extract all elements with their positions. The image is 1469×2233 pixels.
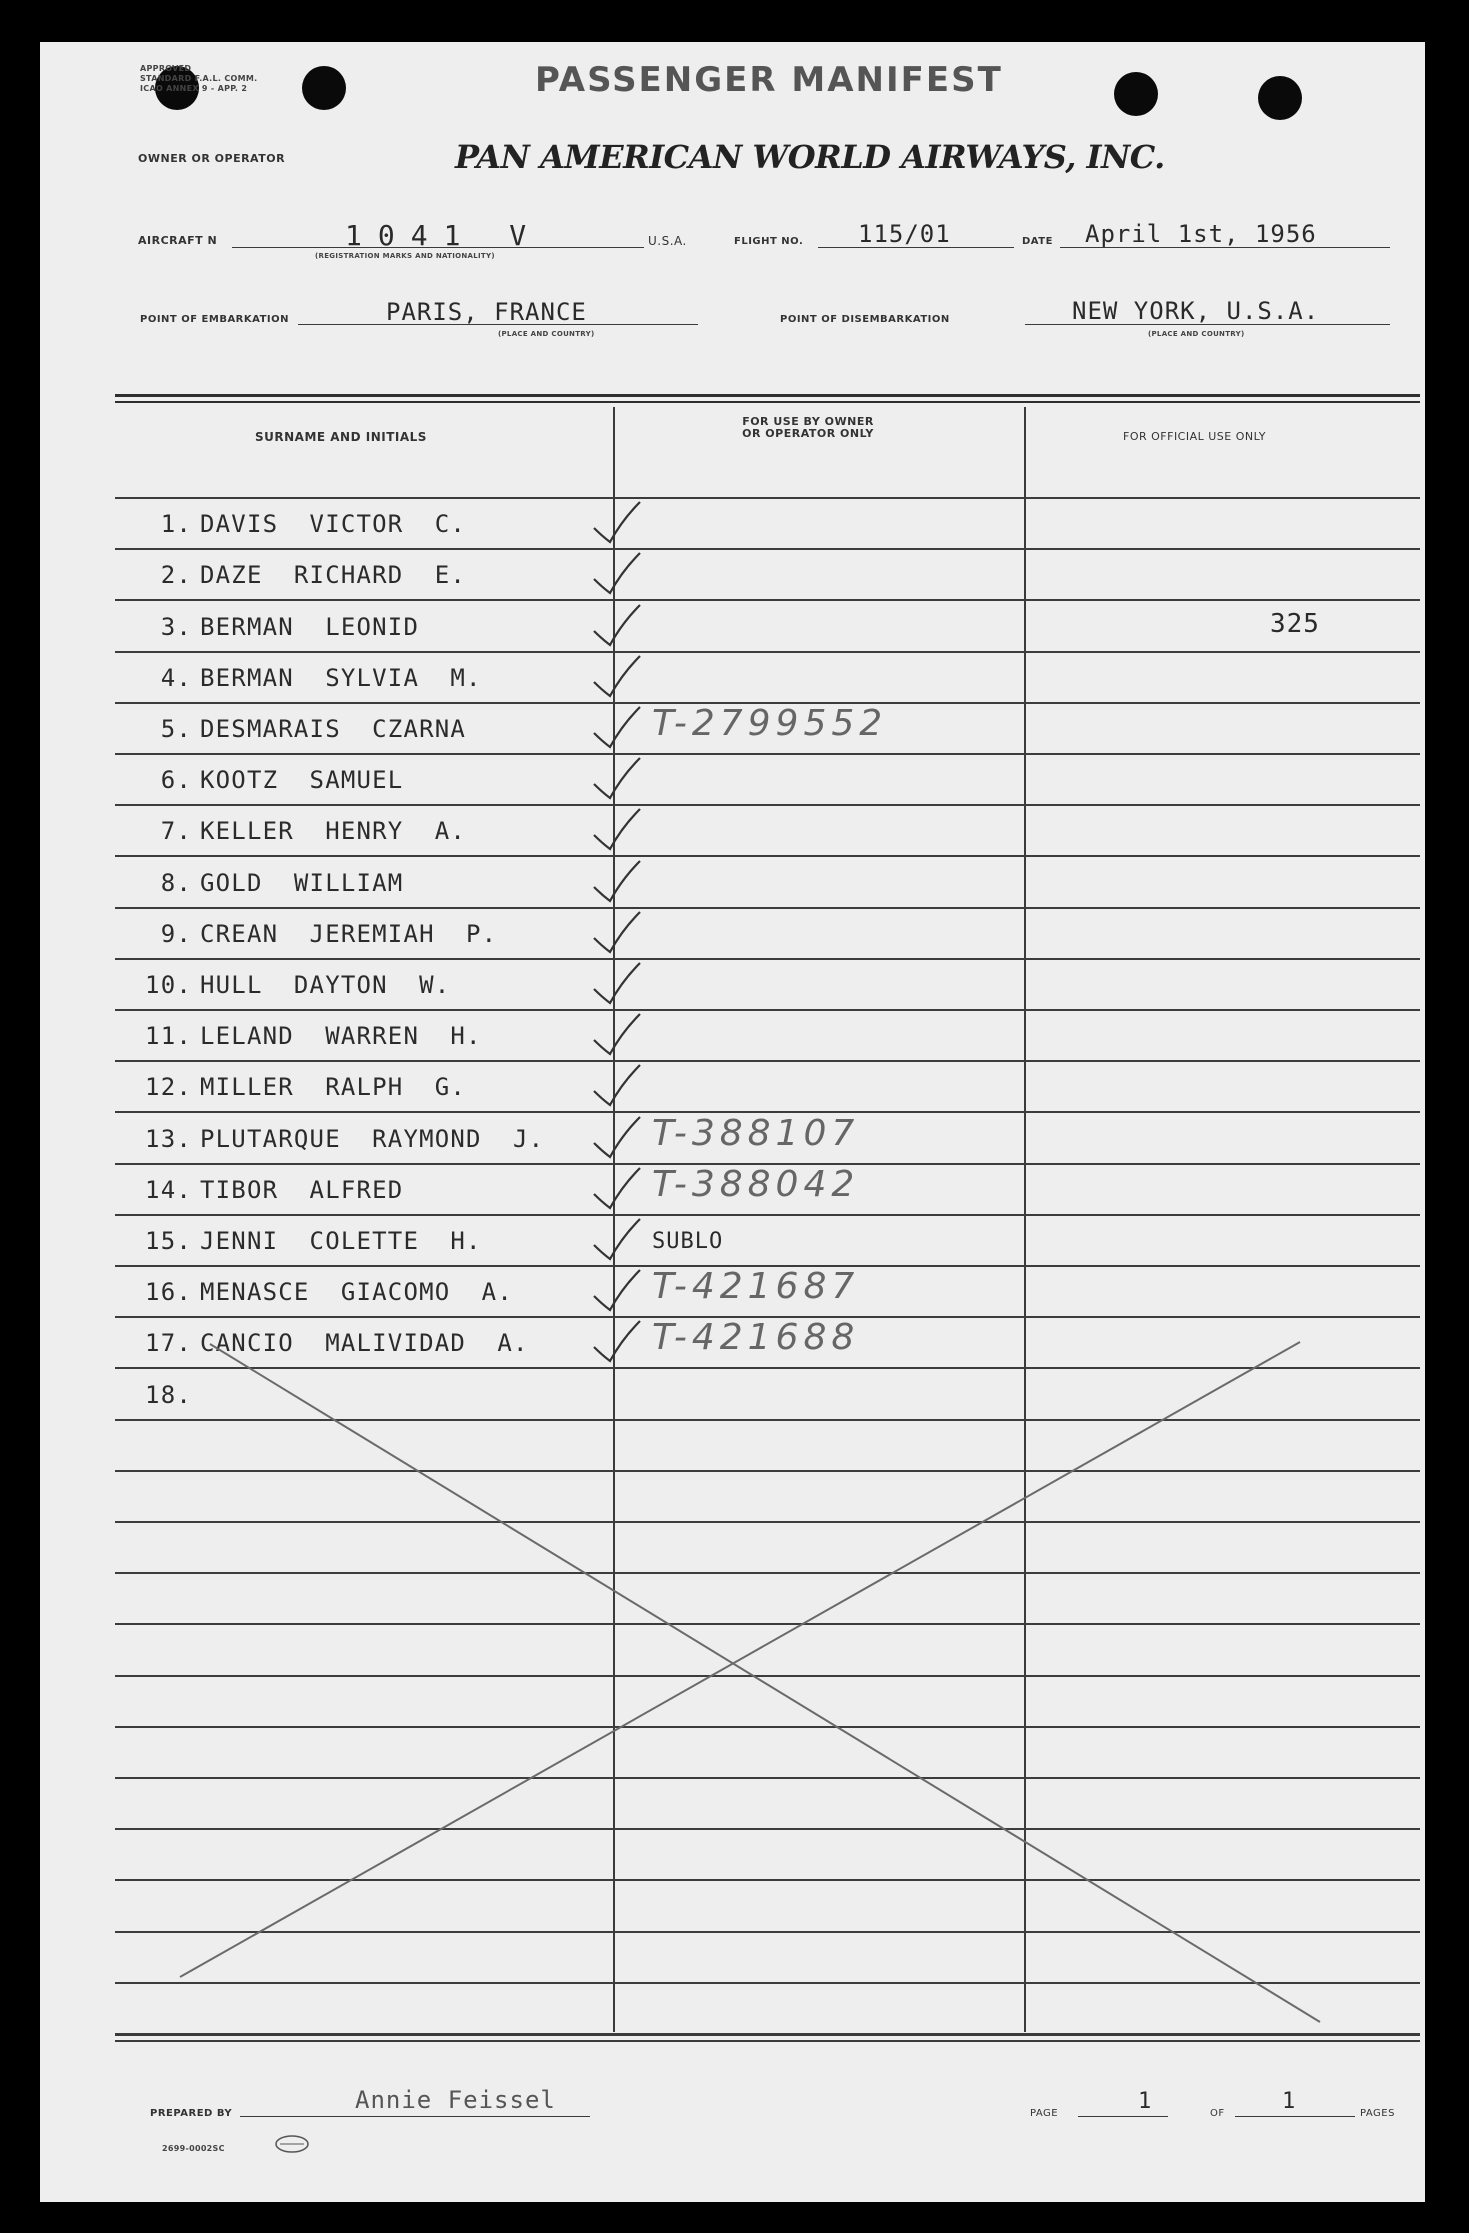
disembarkation-sublabel: (PLACE AND COUNTRY) [1148, 330, 1245, 338]
manifest-sheet [40, 42, 1425, 2202]
passenger-name: MENASCE GIACOMO A. [200, 1278, 513, 1306]
approval-line: STANDARD F.A.L. COMM. [140, 74, 258, 83]
row-number: 10. [145, 971, 192, 999]
page-title: PASSENGER MANIFEST [535, 60, 1003, 100]
passenger-name: DAZE RICHARD E. [200, 561, 467, 589]
page-label: PAGE [1030, 2108, 1059, 2119]
footer-rule [115, 2034, 1420, 2036]
union-bug-icon [272, 2132, 312, 2156]
operator-note: T-388107 [652, 1113, 860, 1154]
strike-line [210, 1344, 1320, 2022]
row-number: 15. [145, 1227, 192, 1255]
official-entry: 325 [1270, 609, 1320, 639]
row-number: 1. [160, 510, 192, 538]
strike-through-x [40, 42, 1425, 2202]
prepared-value: Annie Feissel [355, 2086, 556, 2114]
embarkation-sublabel: (PLACE AND COUNTRY) [498, 330, 595, 338]
flight-value: 115/01 [858, 220, 951, 248]
aircraft-sublabel: (REGISTRATION MARKS AND NATIONALITY) [315, 252, 495, 260]
passenger-name: MILLER RALPH G. [200, 1073, 467, 1101]
row-number: 2. [160, 561, 192, 589]
operator-note: T-2799552 [652, 703, 888, 744]
row-number: 9. [160, 920, 192, 948]
prepared-underline [240, 2116, 590, 2117]
operator-note: T-421687 [652, 1266, 860, 1307]
form-code: 2699-0002SC [162, 2144, 225, 2153]
disembarkation-value: NEW YORK, U.S.A. [1072, 297, 1320, 325]
passenger-name: DESMARAIS CZARNA [200, 715, 467, 743]
page-value: 1 [1138, 2089, 1153, 2114]
of-underline [1235, 2116, 1355, 2117]
passenger-name: LELAND WARREN H. [200, 1022, 482, 1050]
of-value: 1 [1282, 2089, 1297, 2114]
passenger-name: CANCIO MALIVIDAD A. [200, 1329, 529, 1357]
aircraft-value: 1041 V [345, 219, 543, 252]
of-label: OF [1210, 2108, 1225, 2119]
row-number: 17. [145, 1329, 192, 1357]
page-underline [1078, 2116, 1168, 2117]
operator-note: T-421688 [652, 1317, 860, 1358]
passenger-name: BERMAN LEONID [200, 613, 420, 641]
aircraft-label: AIRCRAFT N [138, 234, 218, 247]
col-header-operator-line: OR OPERATOR ONLY [742, 427, 874, 440]
row-number: 11. [145, 1022, 192, 1050]
passenger-name: GOLD WILLIAM [200, 869, 404, 897]
disembarkation-label: POINT OF DISEMBARKATION [780, 314, 950, 325]
col-header-operator-line: FOR USE BY OWNER [742, 415, 874, 428]
passenger-name: CREAN JEREMIAH P. [200, 920, 498, 948]
prepared-label: PREPARED BY [150, 2108, 233, 2119]
passenger-name: HULL DAYTON W. [200, 971, 451, 999]
col-header-surname: SURNAME AND INITIALS [255, 430, 427, 444]
usa-label: U.S.A. [648, 234, 687, 248]
date-value: April 1st, 1956 [1085, 220, 1317, 248]
approval-line: APPROVED [140, 64, 192, 73]
passenger-name: DAVIS VICTOR C. [200, 510, 467, 538]
row-number: 6. [160, 766, 192, 794]
passenger-name: KOOTZ SAMUEL [200, 766, 404, 794]
footer-rule [115, 2040, 1420, 2042]
passenger-name: KELLER HENRY A. [200, 817, 467, 845]
row-number: 4. [160, 664, 192, 692]
row-number: 8. [160, 869, 192, 897]
passenger-name: TIBOR ALFRED [200, 1176, 404, 1204]
approval-line: ICAO ANNEX 9 - APP. 2 [140, 84, 248, 93]
strike-line [180, 1342, 1300, 1977]
passenger-name: JENNI COLETTE H. [200, 1227, 482, 1255]
pages-label: PAGES [1360, 2108, 1395, 2119]
row-number: 5. [160, 715, 192, 743]
row-number: 3. [160, 613, 192, 641]
passenger-name: PLUTARQUE RAYMOND J. [200, 1125, 545, 1153]
row-number: 12. [145, 1073, 192, 1101]
row-number: 7. [160, 817, 192, 845]
date-label: DATE [1022, 236, 1053, 247]
row-number: 14. [145, 1176, 192, 1204]
passenger-name: BERMAN SYLVIA M. [200, 664, 482, 692]
operator-note: SUBLO [652, 1229, 724, 1254]
flight-label: FLIGHT NO. [734, 236, 804, 247]
embarkation-label: POINT OF EMBARKATION [140, 314, 290, 325]
embarkation-value: PARIS, FRANCE [386, 298, 587, 326]
row-number: 13. [145, 1125, 192, 1153]
row-number: 18. [145, 1381, 192, 1409]
row-number: 16. [145, 1278, 192, 1306]
owner-value: PAN AMERICAN WORLD AIRWAYS, INC. [455, 138, 1165, 176]
operator-note: T-388042 [652, 1164, 860, 1205]
owner-label: OWNER OR OPERATOR [138, 152, 286, 165]
col-header-official: FOR OFFICIAL USE ONLY [1123, 430, 1267, 443]
